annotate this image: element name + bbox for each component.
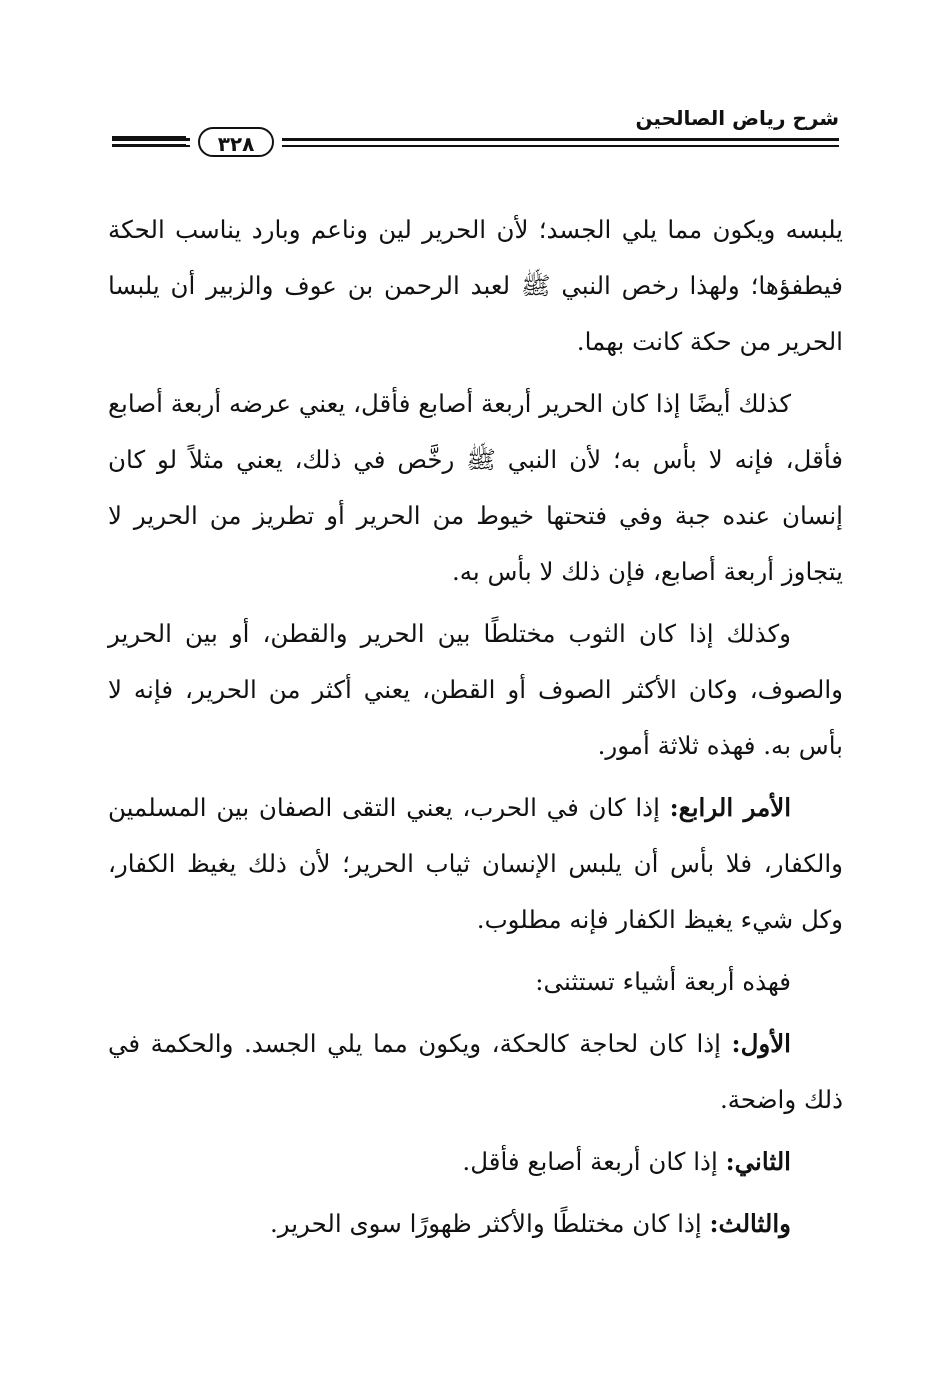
header-rule-short-top [112,136,186,139]
paragraph-lead: الأول: [731,1029,791,1058]
paragraph [108,376,843,600]
list-item-third [108,1196,843,1252]
paragraph-text: إذا كان أربعة أصابع فأقل. [462,1147,726,1176]
paragraph-text: وكذلك إذا كان الثوب مختلطًا بين الحرير والقطن، أو بين الحرير والصوف، وكان الأكثر الصوف أو القطن، يعني أكثر من الحرير، فإنه لا بأس به. فهذه ثلاثة أمور. [108,619,843,760]
paragraph-continuation [108,202,843,370]
paragraph-lead: الأمر الرابع: [669,793,792,822]
page-header [112,100,839,160]
header-rule-short-bottom [112,144,186,147]
paragraph-text: كذلك أيضًا إذا كان الحرير أربعة أصابع فأقل، يعني عرضه أربعة أصابع فأقل، فإنه لا بأس به؛ لأن النبي ﷺ رخَّص في ذلك، يعني مثلاً لو كان إنسان عنده جبة وفي فتحتها خيوط من الحرير أو تطريز من الحرير لا يتجاوز أربعة أصابع، فإن ذلك لا بأس به. [108,389,843,586]
paragraph-text: إذا كان لحاجة كالحكة، ويكون مما يلي الجسد. والحكمة في ذلك واضحة. [108,1029,843,1114]
paragraph-text: يلبسه ويكون مما يلي الجسد؛ لأن الحرير لين وناعم وبارد يناسب الحكة فيطفؤها؛ ولهذا رخص النبي ﷺ لعبد الرحمن بن عوف والزبير أن يلبسا الحرير من حكة كانت بهما. [108,215,843,356]
list-item-second [108,1134,843,1190]
paragraph-lead: والثالث: [709,1209,791,1238]
paragraph-text: إذا كان في الحرب، يعني التقى الصفان بين المسلمين والكفار، فلا بأس أن يلبس الإنسان ثياب الحرير؛ لأن ذلك يغيظ الكفار، وكل شيء يغيظ الكفار فإنه مطلوب. [108,793,843,934]
paragraph [108,606,843,774]
paragraph-summary [108,954,843,1010]
page-body [108,202,843,1258]
page-number-badge: ٣٢٨ [198,127,274,157]
paragraph-text: إذا كان مختلطًا والأكثر ظهورًا سوى الحرير. [269,1209,710,1238]
running-title: شرح رياض الصالحين [635,106,839,130]
list-item-first [108,1016,843,1128]
paragraph-text: فهذه أربعة أشياء تستثنى: [535,967,791,996]
paragraph-fourth-matter [108,780,843,948]
paragraph-lead: الثاني: [725,1147,791,1176]
